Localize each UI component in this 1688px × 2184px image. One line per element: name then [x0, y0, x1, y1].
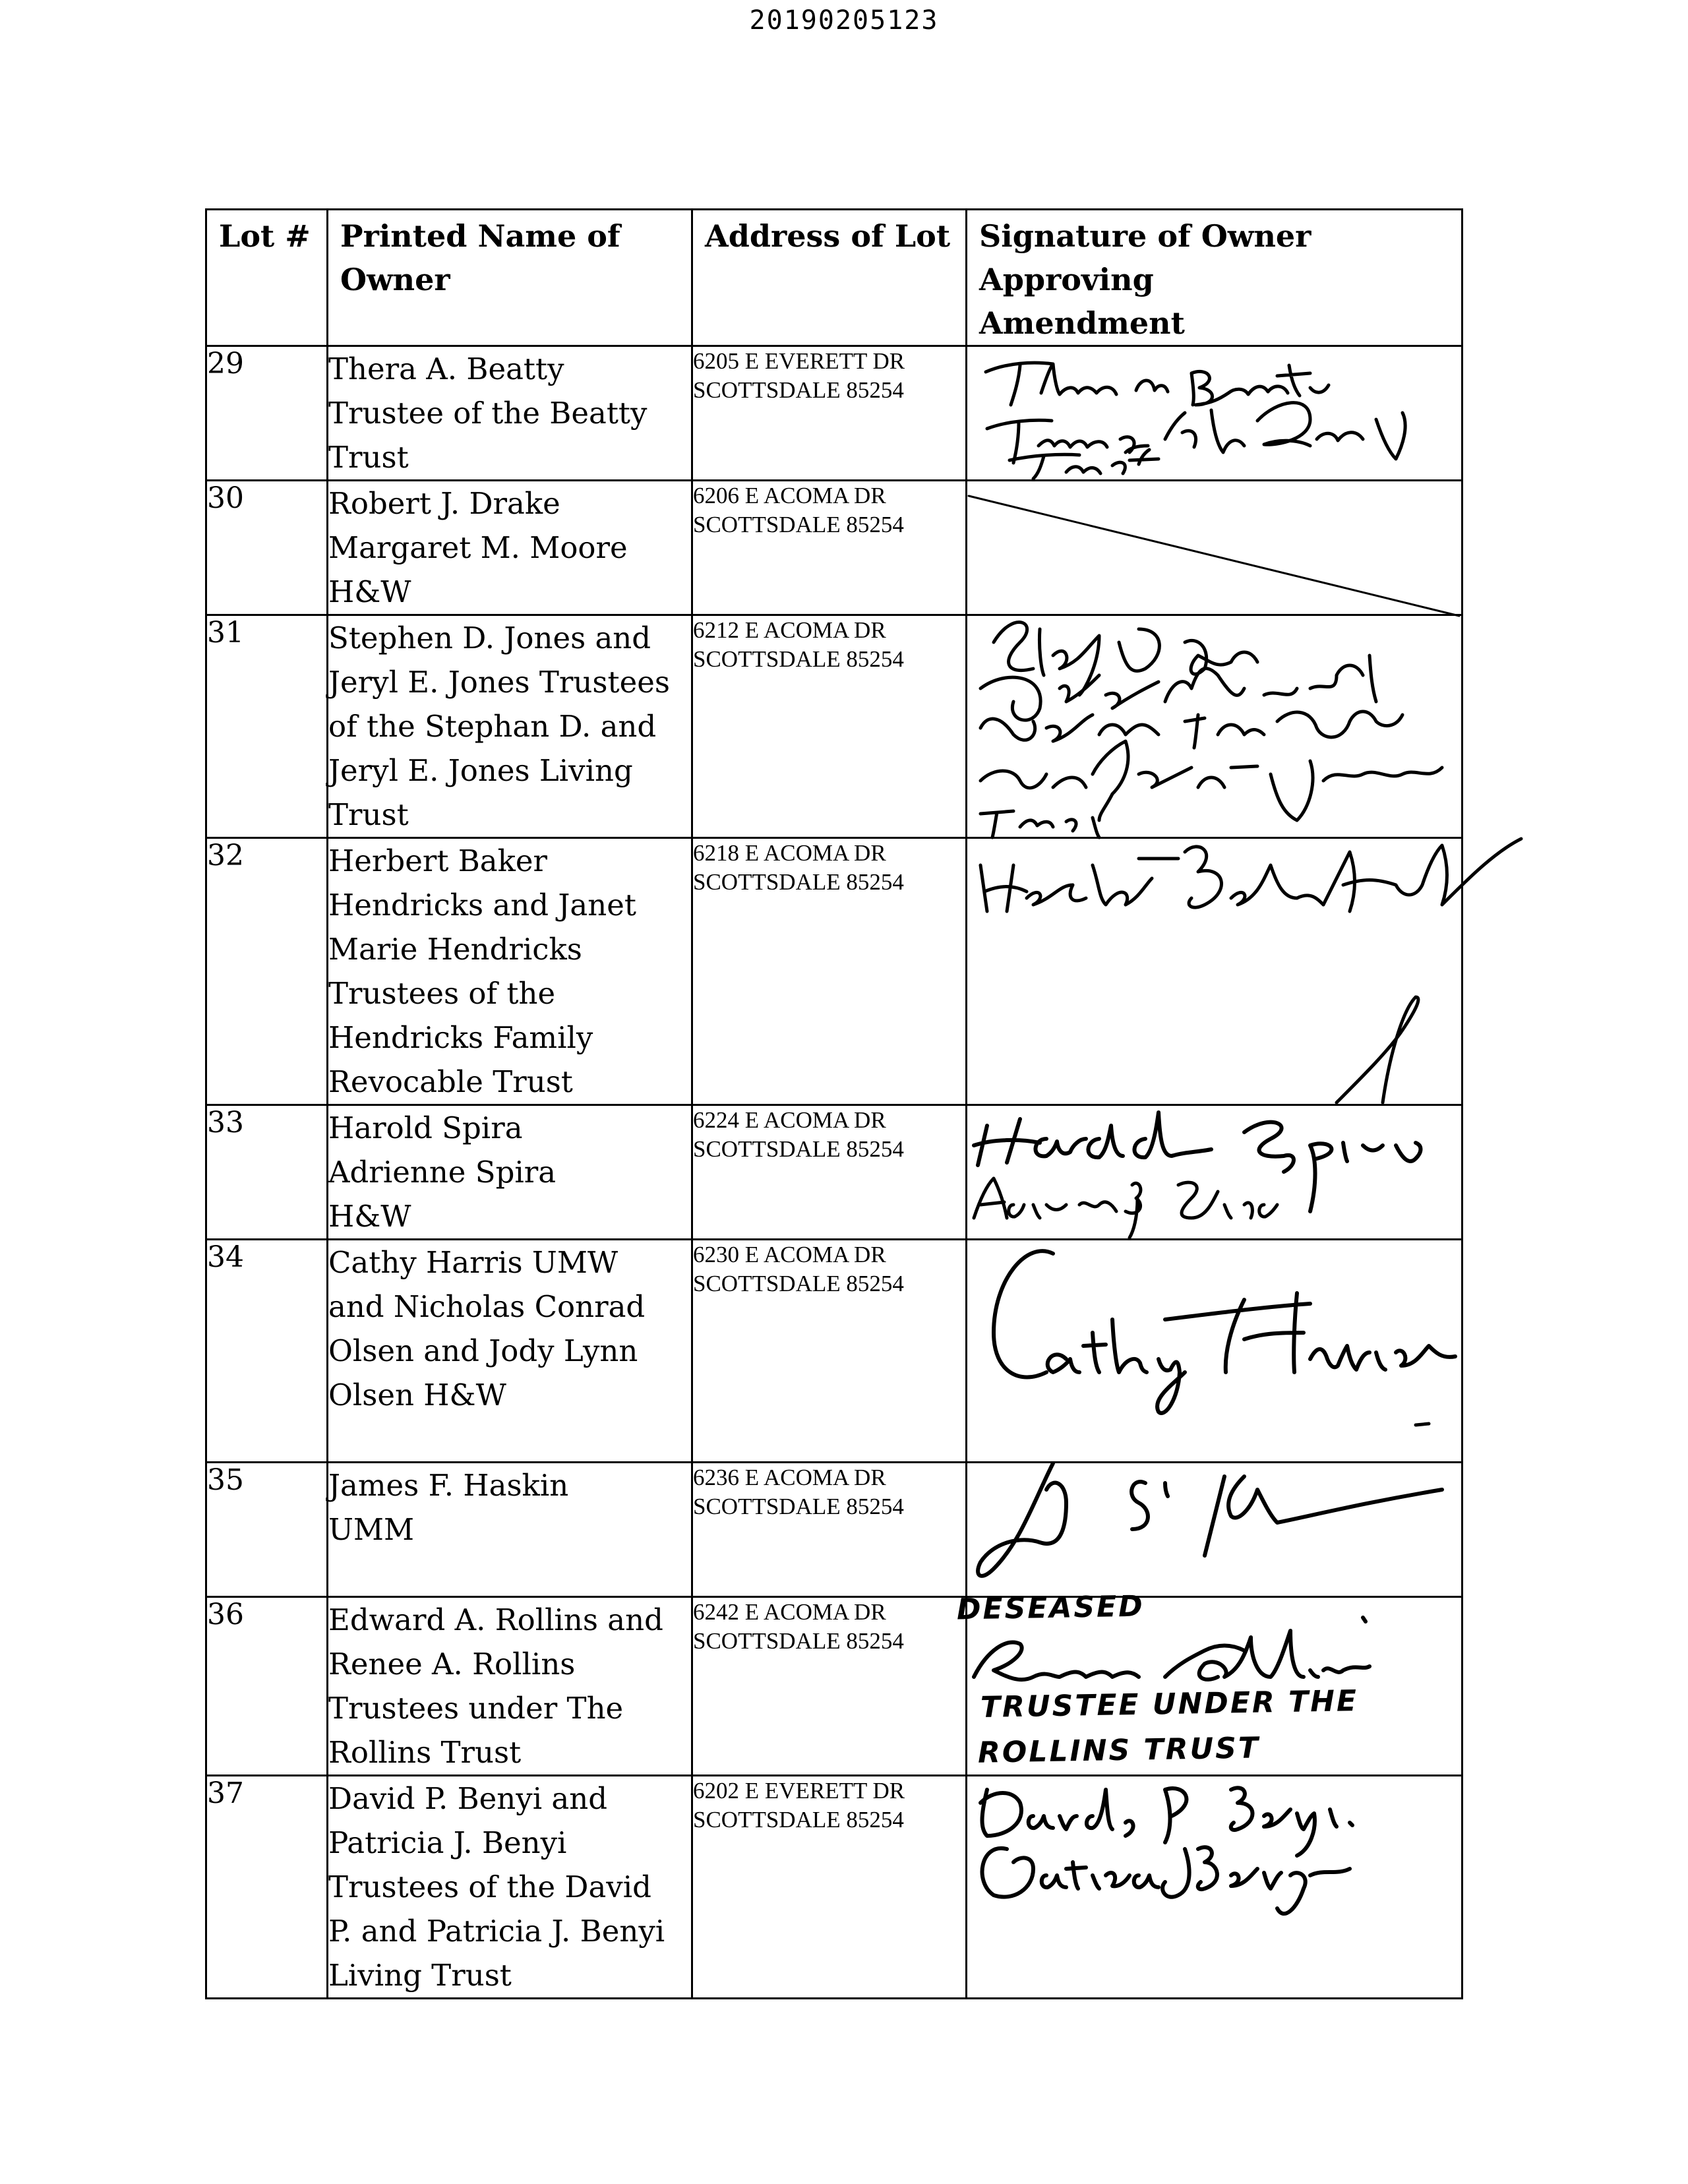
owner-signature — [956, 1589, 1462, 1776]
owner-signature — [967, 1105, 1462, 1240]
owner-line: Trustees under The — [328, 1691, 624, 1726]
owner-name — [328, 1105, 692, 1240]
owner-line: Olsen and Jody Lynn — [328, 1333, 638, 1368]
lot-address — [692, 615, 967, 838]
lot-number: 33 — [206, 1105, 328, 1240]
owner-line: Hendricks and Janet — [328, 888, 636, 923]
address-line: 6202 E EVERETT DR — [693, 1778, 905, 1804]
address-line: 6236 E ACOMA DR — [693, 1465, 886, 1490]
strike-line — [967, 481, 1463, 616]
lot-number: 30 — [206, 481, 328, 615]
lot-address — [692, 481, 967, 615]
owner-line: Stephen D. Jones and — [328, 621, 651, 655]
owner-line: Marie Hendricks — [328, 932, 582, 967]
header-signature-line: Amendment — [979, 305, 1185, 341]
owner-line: Trustees of the — [328, 976, 556, 1011]
signature-drawing — [967, 616, 1463, 839]
table-row — [206, 615, 1462, 838]
lot-owner-table — [205, 208, 1463, 1999]
owner-name — [328, 1240, 692, 1463]
owner-line: Revocable Trust — [328, 1064, 573, 1099]
owner-line: Hendricks Family — [328, 1020, 593, 1055]
owner-signature — [967, 1463, 1462, 1597]
owner-line: H&W — [328, 1199, 411, 1234]
address-line: 6206 E ACOMA DR — [693, 483, 886, 508]
owner-line: and Nicholas Conrad — [328, 1289, 646, 1324]
owner-name — [328, 346, 692, 481]
owner-name — [328, 615, 692, 838]
owner-line: Living Trust — [328, 1958, 512, 1993]
owner-line: Edward A. Rollins and — [328, 1602, 663, 1637]
lot-number: 35 — [206, 1463, 328, 1597]
owner-line: Harold Spira — [328, 1110, 523, 1145]
table-row — [206, 1240, 1462, 1463]
header-row — [206, 210, 1462, 346]
address-line: SCOTTSDALE 85254 — [693, 377, 904, 403]
owner-line: Renee A. Rollins — [328, 1647, 576, 1682]
owner-line: H&W — [328, 574, 411, 609]
table-row — [206, 1776, 1462, 1999]
owner-line: Trust — [328, 797, 409, 832]
address-line: SCOTTSDALE 85254 — [693, 1494, 904, 1519]
header-owner — [328, 210, 692, 346]
header-signature-line: Signature of Owner Approving — [979, 218, 1311, 297]
trustee-annotation-line-1: TRUSTEE UNDER THE — [980, 1684, 1359, 1724]
owner-name — [328, 1597, 692, 1776]
table-row — [206, 346, 1462, 481]
owner-line: Jeryl E. Jones Trustees — [328, 665, 670, 700]
table-row — [206, 838, 1462, 1105]
owner-name — [328, 838, 692, 1105]
address-line: SCOTTSDALE 85254 — [693, 512, 904, 537]
lot-address — [692, 1597, 967, 1776]
signature-drawing — [967, 839, 1463, 1105]
address-line: 6224 E ACOMA DR — [693, 1107, 886, 1133]
signature-drawing — [967, 1106, 1463, 1240]
owner-line: Olsen H&W — [328, 1378, 506, 1412]
owner-line: Trustees of the David — [328, 1869, 651, 1904]
owner-line: Margaret M. Moore — [328, 530, 628, 565]
owner-signature — [967, 1776, 1462, 1999]
signature-drawing — [967, 347, 1463, 481]
lot-address — [692, 1240, 967, 1463]
table-row — [206, 1463, 1462, 1597]
owner-signature — [967, 615, 1462, 838]
lot-number: 34 — [206, 1240, 328, 1463]
owner-signature — [967, 838, 1462, 1105]
trustee-annotation-line-2: ROLLINS TRUST — [977, 1731, 1261, 1770]
address-line: SCOTTSDALE 85254 — [693, 1628, 904, 1654]
owner-name — [328, 1776, 692, 1999]
table-row — [206, 481, 1462, 615]
lot-address — [692, 1463, 967, 1597]
owner-signature — [967, 346, 1462, 481]
lot-address — [692, 1105, 967, 1240]
owner-line: Adrienne Spira — [328, 1155, 557, 1190]
deceased-annotation: DESEASED — [956, 1589, 1145, 1627]
owner-line: Trustee of the Beatty — [328, 396, 648, 431]
address-line: SCOTTSDALE 85254 — [693, 1136, 904, 1162]
owner-line: David P. Benyi and — [328, 1781, 608, 1816]
owner-line: P. and Patricia J. Benyi — [328, 1914, 665, 1949]
owner-signature — [967, 1240, 1462, 1463]
owner-name — [328, 481, 692, 615]
address-line: 6242 E ACOMA DR — [693, 1599, 886, 1625]
lot-number: 29 — [206, 346, 328, 481]
lot-number: 36 — [206, 1597, 328, 1776]
owner-line: Patricia J. Benyi — [328, 1825, 567, 1860]
signature-drawing — [967, 1463, 1463, 1598]
owner-line: Cathy Harris UMW — [328, 1245, 618, 1280]
header-owner-line: Owner — [340, 262, 450, 297]
lot-number: 32 — [206, 838, 328, 1105]
table-row — [206, 1597, 1462, 1776]
owner-line: of the Stephan D. and — [328, 709, 657, 744]
owner-line: Rollins Trust — [328, 1735, 522, 1770]
address-line: 6230 E ACOMA DR — [693, 1242, 886, 1267]
lot-number: 31 — [206, 615, 328, 838]
document-number: 20190205123 — [749, 5, 939, 36]
address-line: 6212 E ACOMA DR — [693, 617, 886, 643]
owner-line: Herbert Baker — [328, 843, 548, 878]
table-row — [206, 1105, 1462, 1240]
address-line: SCOTTSDALE 85254 — [693, 646, 904, 672]
owner-line: Trust — [328, 440, 409, 475]
owner-line: UMM — [328, 1512, 415, 1547]
signature-drawing — [967, 1240, 1463, 1463]
owner-line: James F. Haskin — [328, 1468, 569, 1503]
header-address: Address of Lot — [692, 210, 967, 346]
address-line: SCOTTSDALE 85254 — [693, 869, 904, 895]
signature-drawing — [967, 1776, 1463, 1999]
lot-address — [692, 838, 967, 1105]
owner-line: Robert J. Drake — [328, 486, 560, 521]
owner-signature — [967, 481, 1462, 615]
header-signature — [967, 210, 1462, 346]
address-line: SCOTTSDALE 85254 — [693, 1271, 904, 1296]
lot-address — [692, 1776, 967, 1999]
lot-address — [692, 346, 967, 481]
owner-name — [328, 1463, 692, 1597]
address-line: 6205 E EVERETT DR — [693, 348, 905, 374]
owner-line: Jeryl E. Jones Living — [328, 753, 633, 788]
owner-line: Thera A. Beatty — [328, 351, 564, 386]
address-line: 6218 E ACOMA DR — [693, 840, 886, 866]
lot-number: 37 — [206, 1776, 328, 1999]
header-lot: Lot # — [206, 210, 328, 346]
header-owner-line: Printed Name of — [340, 218, 620, 254]
address-line: SCOTTSDALE 85254 — [693, 1807, 904, 1833]
